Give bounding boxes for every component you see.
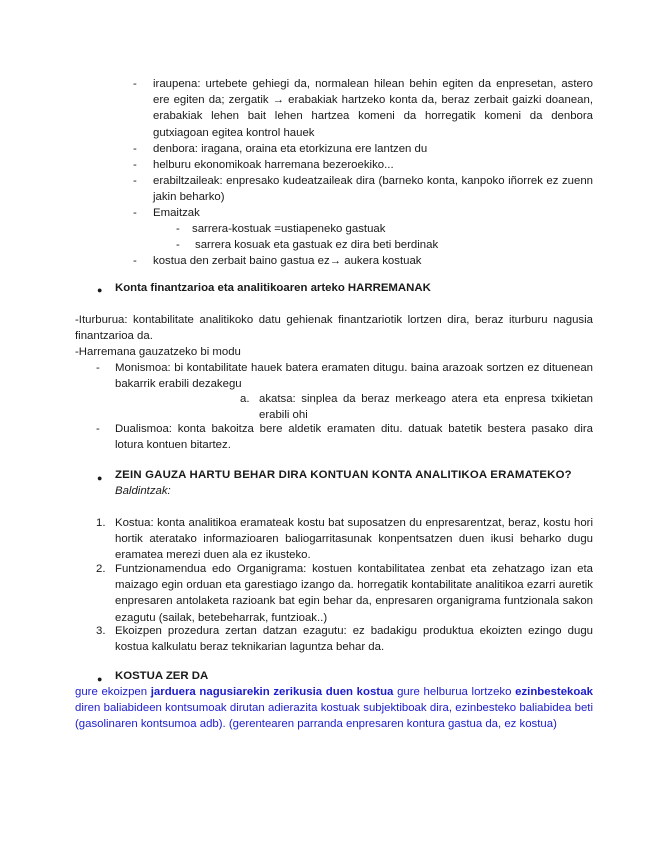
list-item-kostua: kostua den zerbait baino gastua ez→ aukera kostuak bbox=[153, 255, 422, 267]
text-run-bold: ezinbestekoak bbox=[515, 686, 593, 698]
number-marker: 3. bbox=[96, 625, 106, 637]
dash-marker: - bbox=[96, 362, 100, 374]
dash-marker: - bbox=[96, 423, 100, 435]
section-heading-kostua-zer-da: KOSTUA ZER DA bbox=[115, 670, 209, 682]
numbered-item-ekoizpen: Ekoizpen prozedura zertan datzan ezagutu: ez badakigu produktua ekoizten ezingo dugu kostua kalkulatu beraz teknikarian laguntza behar da. bbox=[115, 625, 593, 654]
alpha-marker: a. bbox=[240, 393, 250, 405]
list-item-denbora: denbora: iragana, oraina eta etorkizuna ere lantzen du bbox=[153, 143, 428, 155]
section-subheading-baldintzak: Baldintzak: bbox=[115, 485, 171, 497]
paragraph-iturburua: -Iturburua: kontabilitate analitikoko datu gehienak finantzariotik lortzen dira, beraz iturburu nagusia finantzarioa da. bbox=[75, 314, 593, 343]
bullet-marker: ● bbox=[97, 674, 103, 684]
bullet-marker: ● bbox=[97, 473, 103, 483]
list-item-erabiltzaileak: erabiltzaileak: enpresako kudeatzaileak dira (barneko konta, kanpoko iñorrek ez zuenn jakin beharko) bbox=[153, 175, 593, 204]
dash-marker: - bbox=[133, 159, 137, 171]
dash-marker: - bbox=[133, 143, 137, 155]
dash-marker: - bbox=[133, 78, 137, 90]
list-item-akatsa: akatsa: sinplea da beraz merkeago atera eta enpresa txikietan erabili ohi bbox=[259, 393, 593, 422]
sub-item-sarrera: sarrera-kostuak =ustiapeneko gastuak bbox=[192, 223, 386, 235]
section-heading-zein-gauza: ZEIN GAUZA HARTU BEHAR DIRA KONTUAN KONTA ANALITIKOA ERAMATEKO? bbox=[115, 469, 572, 481]
list-item-helburu: helburu ekonomikoak harremana bezeroekiko... bbox=[153, 159, 394, 171]
paragraph-kostua-definition bbox=[75, 684, 593, 733]
sub-item-sarrera-kosuak: sarrera kosuak eta gastuak ez dira beti berdinak bbox=[195, 239, 439, 251]
paragraph-harremana: -Harremana gauzatzeko bi modu bbox=[75, 346, 241, 358]
list-item-emaitzak: Emaitzak bbox=[153, 207, 200, 219]
dash-marker: - bbox=[176, 223, 180, 235]
list-item-dualismoa: Dualismoa: konta bakoitza bere aldetik eramaten ditu. datuak batetik bestera pasako dira lotura kontuen bitartez. bbox=[115, 423, 593, 452]
text-run: gure ekoizpen bbox=[75, 686, 151, 698]
dash-marker: - bbox=[133, 175, 137, 187]
number-marker: 2. bbox=[96, 563, 106, 575]
section-heading-harremanak: Konta finantzarioa eta analitikoaren arteko HARREMANAK bbox=[115, 282, 431, 294]
number-marker: 1. bbox=[96, 517, 106, 529]
text-run: gure helburua lortzeko bbox=[393, 686, 516, 698]
numbered-item-kostua: Kostua: konta analitikoa eramateak kostu bat suposatzen du enpresarentzat, beraz, kostu hori hortik ateratako informazioaren baliogarritasunak konpentsatzen duen ikusi beharko dugu eramatea merezi duen ala ez ikusteko. bbox=[115, 517, 593, 562]
text-run: diren baliabideen kontsumoak dirutan adierazita kostuak subjektiboak dira, ezinbesteko baliabidea beti (gasolinaren kontsumoa adb). (gerentearen parranda enpresaren kontura gastua da, ez kostua) bbox=[75, 702, 593, 731]
numbered-item-funtzionamendua: Funtzionamendua edo Organigrama: kostuen kontabilitatea zenbat eta zehatzago izan eta maizago egin orduan eta garestiago izango da. horregatik kontabilitate analitikoa ezarri auretik enpresaren antolaketa razioank bat egin behar da, enpresaren organigrama funtzionala sakon ezagutu (sailak, betebeharrak, funtzioak..) bbox=[115, 563, 593, 624]
dash-marker: - bbox=[133, 255, 137, 267]
list-item-iraupena: iraupena: urtebete gehiegi da, normalean hilean behin egiten da enpresetan, astero ere egiten da; zergatik → erabakiak hartzeko konta da, beraz zerbait gaizki doanean, erabakiak lehen bait lehen hartzea komeni da horregatik komeni da denbora gutxiagoan egitea kontrol hauek bbox=[153, 78, 593, 139]
text-run-bold: jarduera nagusiarekin zerikusia duen kostua bbox=[150, 686, 394, 698]
dash-marker: - bbox=[176, 239, 180, 251]
bullet-marker: ● bbox=[97, 285, 103, 295]
list-item-monismoa: Monismoa: bi kontabilitate hauek batera eramaten ditugu. baina arazoak sortzen ez dituenean bakarrik erabili dezakegu bbox=[115, 362, 593, 391]
dash-marker: - bbox=[133, 207, 137, 219]
